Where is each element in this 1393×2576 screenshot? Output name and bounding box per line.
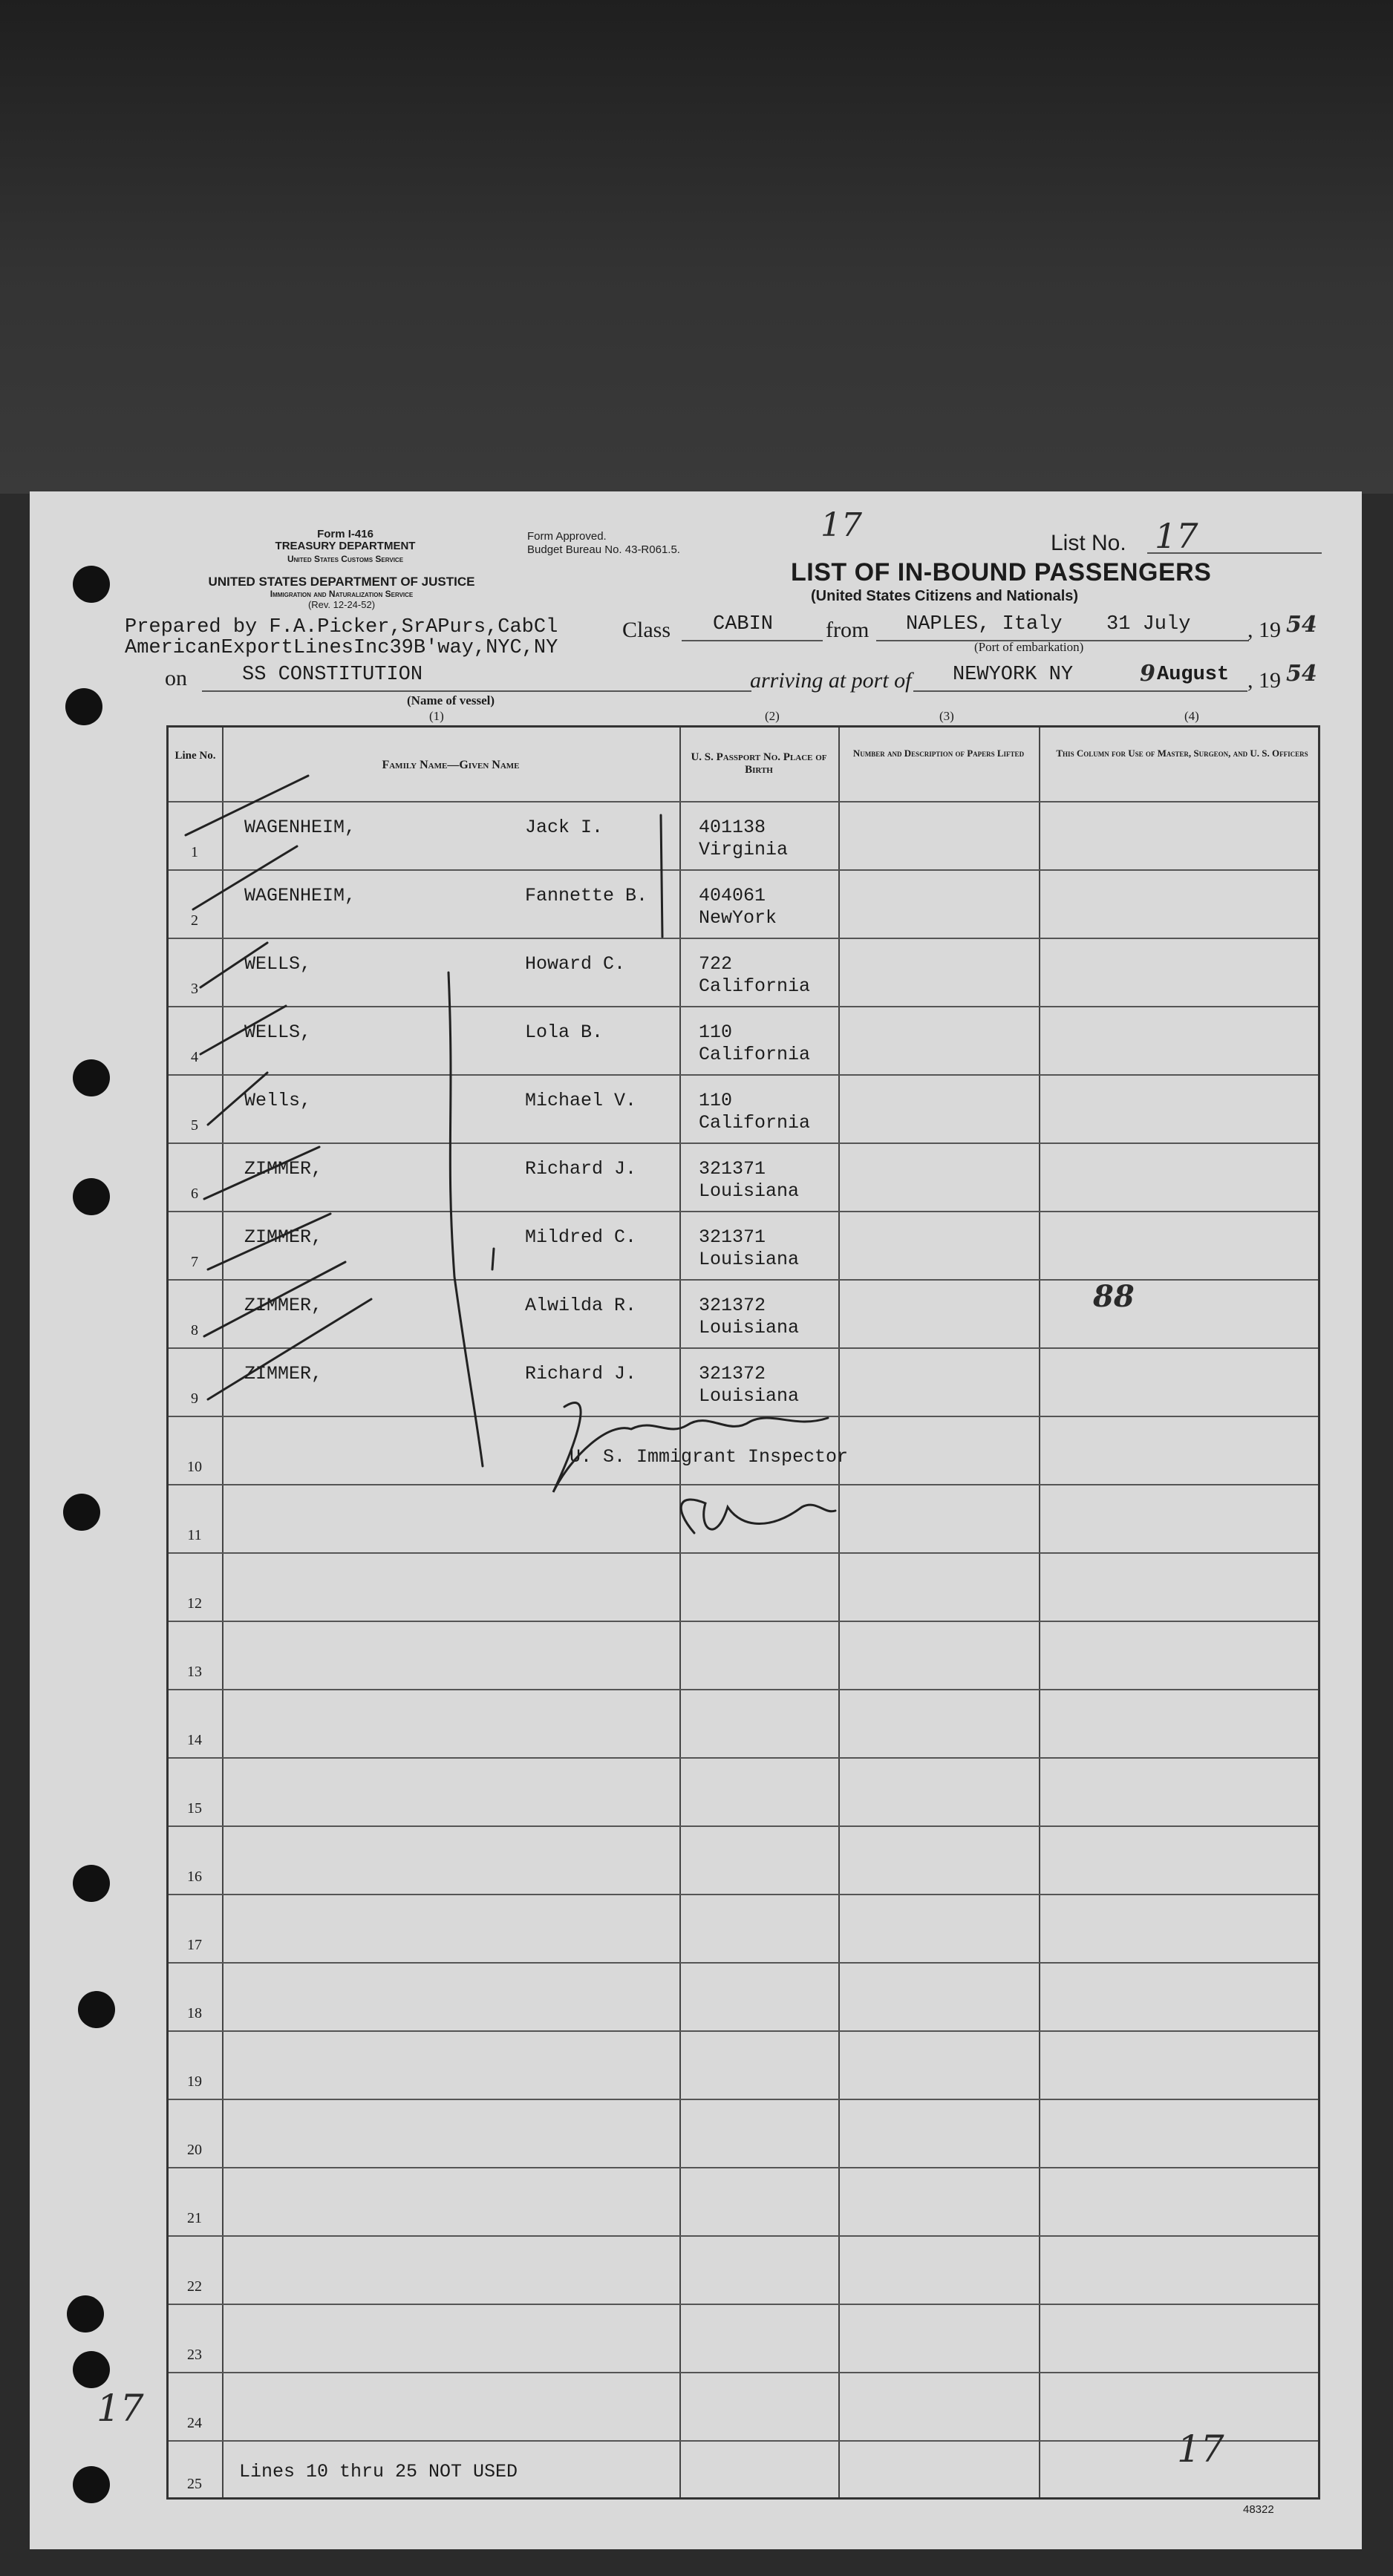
given-name: Howard C. — [525, 953, 626, 975]
line-number: 14 — [187, 1732, 202, 1748]
line-number: 21 — [187, 2210, 202, 2226]
line-number: 20 — [187, 2142, 202, 2158]
given-name: Lola B. — [525, 1021, 604, 1043]
passport-number: 110 — [699, 1090, 733, 1111]
form-number: Form I-416 — [317, 528, 373, 540]
line-number: 1 — [191, 844, 198, 860]
line-number: 22 — [187, 2278, 202, 2295]
column-number-4: (4) — [1184, 709, 1199, 723]
place-of-birth: Virginia — [699, 839, 789, 860]
form-approved: Form Approved. — [527, 530, 607, 543]
line-number: 2 — [191, 912, 198, 929]
given-name: Fannette B. — [525, 885, 648, 906]
place-of-birth: Louisiana — [699, 1180, 800, 1202]
form-revision: (Rev. 12-24-52) — [307, 599, 376, 610]
inspector-title: U. S. Immigrant Inspector — [570, 1446, 849, 1468]
header-passport: U. S. Passport No. Place of Birth — [691, 751, 827, 776]
line-number: 7 — [191, 1254, 198, 1270]
line-number: 5 — [191, 1117, 198, 1134]
line-number: 13 — [187, 1664, 202, 1680]
class-value: CABIN — [713, 613, 774, 635]
on-label: on — [165, 666, 187, 690]
passport-number: 321371 — [699, 1226, 766, 1248]
vessel-caption: (Name of vessel) — [407, 693, 495, 707]
arrival-year-prefix: , 19 — [1247, 668, 1281, 693]
line-number: 3 — [191, 981, 198, 997]
vessel-name: SS CONSTITUTION — [242, 664, 423, 686]
line-number: 18 — [187, 2005, 202, 2021]
line-number: 17 — [187, 1937, 202, 1953]
place-of-birth: California — [699, 1112, 811, 1134]
line-number: 6 — [191, 1186, 198, 1202]
treasury-department: TREASURY DEPARTMENT — [275, 540, 416, 552]
column-number-2: (2) — [765, 709, 780, 723]
family-name: WELLS, — [244, 1021, 312, 1043]
arriving-label: arriving at port of — [750, 668, 912, 693]
customs-service: United States Customs Service — [287, 554, 404, 564]
header-name: Family Name—Given Name — [382, 759, 520, 771]
header-line-no: Line No. — [174, 750, 216, 762]
arrival-day: 9 — [1140, 661, 1155, 687]
arrival-year: 54 — [1286, 661, 1317, 687]
line-number: 11 — [187, 1527, 202, 1543]
header-description: Number and Description of Papers Lifted — [852, 748, 1025, 759]
department-of-justice: UNITED STATES DEPARTMENT OF JUSTICE — [208, 575, 475, 589]
line-number: 8 — [191, 1322, 198, 1338]
embarkation-port: NAPLES, Italy — [906, 613, 1063, 635]
budget-bureau: Budget Bureau No. 43-R061.5. — [527, 543, 680, 556]
family-name: ZIMMER, — [244, 1226, 323, 1248]
passport-number: 110 — [699, 1021, 733, 1043]
family-name: WAGENHEIM, — [244, 885, 356, 906]
line-number: 23 — [187, 2347, 202, 2363]
column-number-1: (1) — [429, 709, 444, 723]
given-name: Michael V. — [525, 1090, 637, 1111]
family-name: Wells, — [244, 1090, 312, 1111]
prepared-by-address: AmericanExportLinesInc39B'way,NYC,NY — [125, 637, 558, 659]
line-number: 9 — [191, 1390, 198, 1407]
line-number: 25 — [187, 2476, 202, 2492]
passport-number: 401138 — [699, 817, 766, 838]
passport-number: 321372 — [699, 1295, 766, 1316]
embarkation-caption: (Port of embarkation) — [974, 640, 1084, 654]
given-name: Mildred C. — [525, 1226, 637, 1248]
place-of-birth: Louisiana — [699, 1249, 800, 1270]
pencil-page-number-left: 17 — [97, 2387, 144, 2430]
column-number-3: (3) — [939, 709, 954, 723]
line-number: 16 — [187, 1869, 202, 1885]
form-title: LIST OF IN-BOUND PASSENGERS — [791, 558, 1212, 586]
prepared-by: Prepared by F.A.Picker,SrAPurs,CabCl — [125, 616, 558, 638]
line-number: 12 — [187, 1595, 202, 1612]
not-used-note: Lines 10 thru 25 NOT USED — [239, 2461, 518, 2482]
place-of-birth: NewYork — [699, 907, 777, 929]
place-of-birth: California — [699, 975, 811, 997]
passport-number: 404061 — [699, 885, 766, 906]
family-name: WAGENHEIM, — [244, 817, 356, 838]
family-name: ZIMMER, — [244, 1295, 323, 1316]
arrival-port: NEWYORK NY — [953, 664, 1074, 686]
given-name: Richard J. — [525, 1158, 637, 1180]
officer-mark: 88 — [1093, 1279, 1135, 1314]
passport-number: 722 — [699, 953, 733, 975]
class-label: Class — [622, 618, 671, 642]
list-number: 17 — [1155, 516, 1198, 556]
family-name: WELLS, — [244, 953, 312, 975]
line-number: 19 — [187, 2073, 202, 2090]
from-label: from — [826, 618, 870, 642]
header-officers: This Column for Use of Master, Surgeon, and U. S. Officers — [1056, 748, 1308, 759]
pencil-page-number-right: 17 — [1177, 2428, 1224, 2471]
given-name: Alwilda R. — [525, 1295, 637, 1316]
given-name: Jack I. — [525, 817, 604, 838]
given-name: Richard J. — [525, 1363, 637, 1385]
ins-service: Immigration and Naturalization Service — [270, 589, 414, 599]
line-number: 15 — [187, 1800, 202, 1817]
family-name: ZIMMER, — [244, 1363, 323, 1385]
place-of-birth: Louisiana — [699, 1317, 800, 1338]
passport-number: 321372 — [699, 1363, 766, 1385]
from-year: 54 — [1286, 612, 1317, 638]
place-of-birth: California — [699, 1044, 811, 1065]
pencil-page-number: 17 — [821, 506, 862, 544]
embarkation-date: 31 July — [1106, 613, 1191, 635]
form-code: 48322 — [1243, 2503, 1274, 2516]
arrival-month: August — [1157, 664, 1230, 686]
line-number: 10 — [187, 1459, 202, 1475]
list-no-label: List No. — [1051, 531, 1126, 555]
form-subtitle: (United States Citizens and Nationals) — [811, 588, 1079, 604]
line-number: 24 — [187, 2415, 202, 2431]
family-name: ZIMMER, — [244, 1158, 323, 1180]
passport-number: 321371 — [699, 1158, 766, 1180]
line-number: 4 — [191, 1049, 198, 1065]
from-year-prefix: , 19 — [1247, 618, 1281, 642]
place-of-birth: Louisiana — [699, 1385, 800, 1407]
